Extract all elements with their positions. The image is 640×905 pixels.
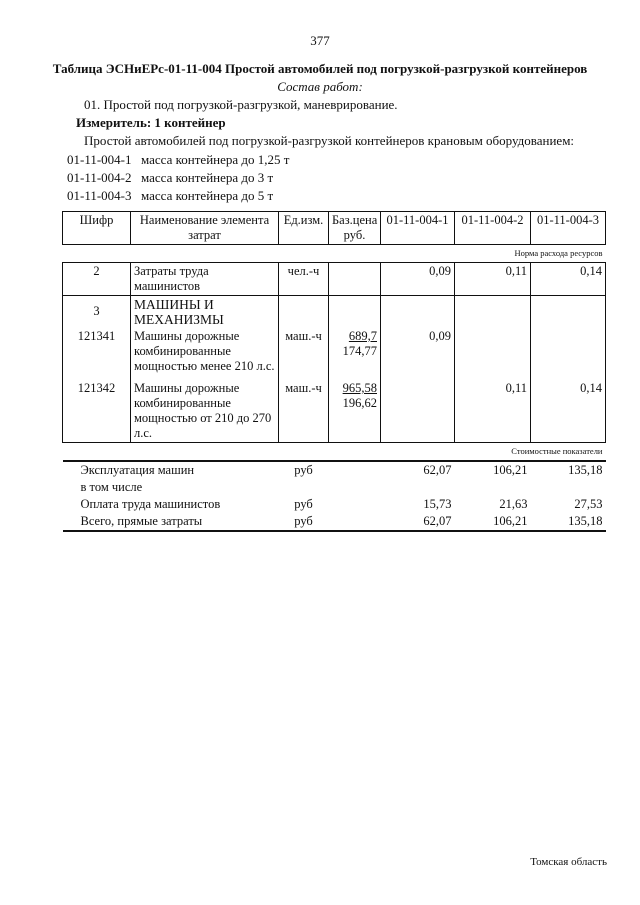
cost-value-3: [531, 479, 606, 496]
cost-row: [63, 479, 606, 496]
cost-row: [63, 513, 606, 531]
variant-text: масса контейнера до 1,25 т: [141, 152, 290, 167]
machine-code: 121342: [63, 375, 131, 443]
table-header-row: [63, 212, 606, 245]
cost-unit: руб: [279, 461, 329, 479]
header-code: Шифр: [63, 212, 131, 245]
cost-label: Стоимостные показатели: [63, 443, 606, 462]
labor-code: 2: [63, 263, 131, 296]
cost-value-1: 62,07: [381, 461, 455, 479]
cost-value-1: 15,73: [423, 497, 452, 511]
cost-value-3: 135,18: [531, 461, 606, 479]
resource-norm-row: [63, 245, 606, 263]
labor-name: Затраты труда машинистов: [131, 263, 279, 296]
cost-name: Всего, прямые затраты: [63, 513, 279, 531]
footer-region: Томская область: [530, 856, 607, 868]
header-unit: Ед.изм.: [279, 212, 329, 245]
table-title: Таблица ЭСНиЕРс-01-11-004 Простой автомобилей под погрузкой-разгрузкой контейнеров: [52, 61, 588, 76]
machine-value-1: 0,09: [381, 328, 455, 375]
header-col-1: 01-11-004-1: [381, 212, 455, 245]
machine-value-3: [531, 328, 606, 375]
cost-row: [63, 496, 606, 513]
price-bottom: 174,77: [342, 344, 377, 358]
machine-name: Машины дорожные комбинированные мощностью от 210 до 270 л.с.: [131, 375, 279, 443]
labor-value-3: 0,14: [531, 263, 606, 296]
machine-row: [63, 375, 606, 443]
cost-unit: [279, 479, 329, 496]
machine-name: Машины дорожные комбинированные мощностью менее 210 л.с.: [131, 328, 279, 375]
cost-value-2: 106,21: [455, 513, 531, 531]
description: Простой автомобилей под погрузкой-разгрузкой контейнеров крановым оборудованием:: [84, 133, 575, 148]
cost-row: [63, 461, 606, 479]
machine-value-2: [455, 328, 531, 375]
variant-code: 01-11-004-3: [67, 188, 132, 203]
machine-value-1: [381, 375, 455, 443]
cost-label-row: [63, 443, 606, 462]
machine-price: [329, 328, 381, 375]
machine-row: [63, 328, 606, 375]
variant-text: масса контейнера до 3 т: [141, 170, 274, 185]
price-top: 689,7: [348, 329, 377, 343]
cost-unit: руб: [294, 497, 313, 511]
machine-unit: маш.-ч: [279, 375, 329, 443]
header-col-3: 01-11-004-3: [531, 212, 606, 245]
cost-unit: руб: [279, 513, 329, 531]
machine-code: 121341: [63, 328, 131, 375]
header-col-2: 01-11-004-2: [455, 212, 531, 245]
cost-value-3: 135,18: [531, 513, 606, 531]
variant-code: 01-11-004-1: [67, 152, 132, 167]
cost-name: в том числе: [80, 480, 143, 494]
variant-line: [67, 188, 273, 204]
cost-value-1: [381, 479, 455, 496]
labor-price: [329, 263, 381, 296]
cost-value-3: 27,53: [574, 497, 603, 511]
cost-value-2: 21,63: [499, 497, 528, 511]
labor-row: [63, 263, 606, 296]
meter: Измеритель: 1 контейнер: [76, 115, 226, 130]
labor-value-1: 0,09: [381, 263, 455, 296]
header-name: Наименование элемента затрат: [131, 212, 279, 245]
machines-section-row: [63, 296, 606, 329]
cost-name: Эксплуатация машин: [63, 461, 279, 479]
cost-name: Оплата труда машинистов: [80, 497, 221, 511]
variant-line: [67, 170, 273, 186]
machines-section-code: 3: [63, 296, 131, 329]
page-number: 377: [310, 33, 330, 48]
machine-price: [329, 375, 381, 443]
machine-unit: маш.-ч: [279, 328, 329, 375]
work-item: 01. Простой под погрузкой-разгрузкой, маневрирование.: [84, 97, 398, 112]
header-base-price: Баз.цена руб.: [329, 212, 381, 245]
variant-line: [67, 152, 289, 168]
cost-value-1: 62,07: [381, 513, 455, 531]
machine-value-2: 0,11: [455, 375, 531, 443]
labor-value-2: 0,11: [455, 263, 531, 296]
cost-value-2: [455, 479, 531, 496]
machine-value-3: 0,14: [531, 375, 606, 443]
composition-title: Состав работ:: [277, 79, 363, 94]
resource-table: [62, 211, 606, 532]
price-top: 965,58: [342, 381, 377, 395]
price-bottom: 196,62: [342, 396, 377, 410]
machines-section-name: МАШИНЫ И МЕХАНИЗМЫ: [131, 296, 279, 329]
cost-value-2: 106,21: [455, 461, 531, 479]
labor-unit: чел.-ч: [279, 263, 329, 296]
variant-code: 01-11-004-2: [67, 170, 132, 185]
resource-norm-label: Норма расхода ресурсов: [63, 245, 606, 263]
variant-text: масса контейнера до 5 т: [141, 188, 274, 203]
